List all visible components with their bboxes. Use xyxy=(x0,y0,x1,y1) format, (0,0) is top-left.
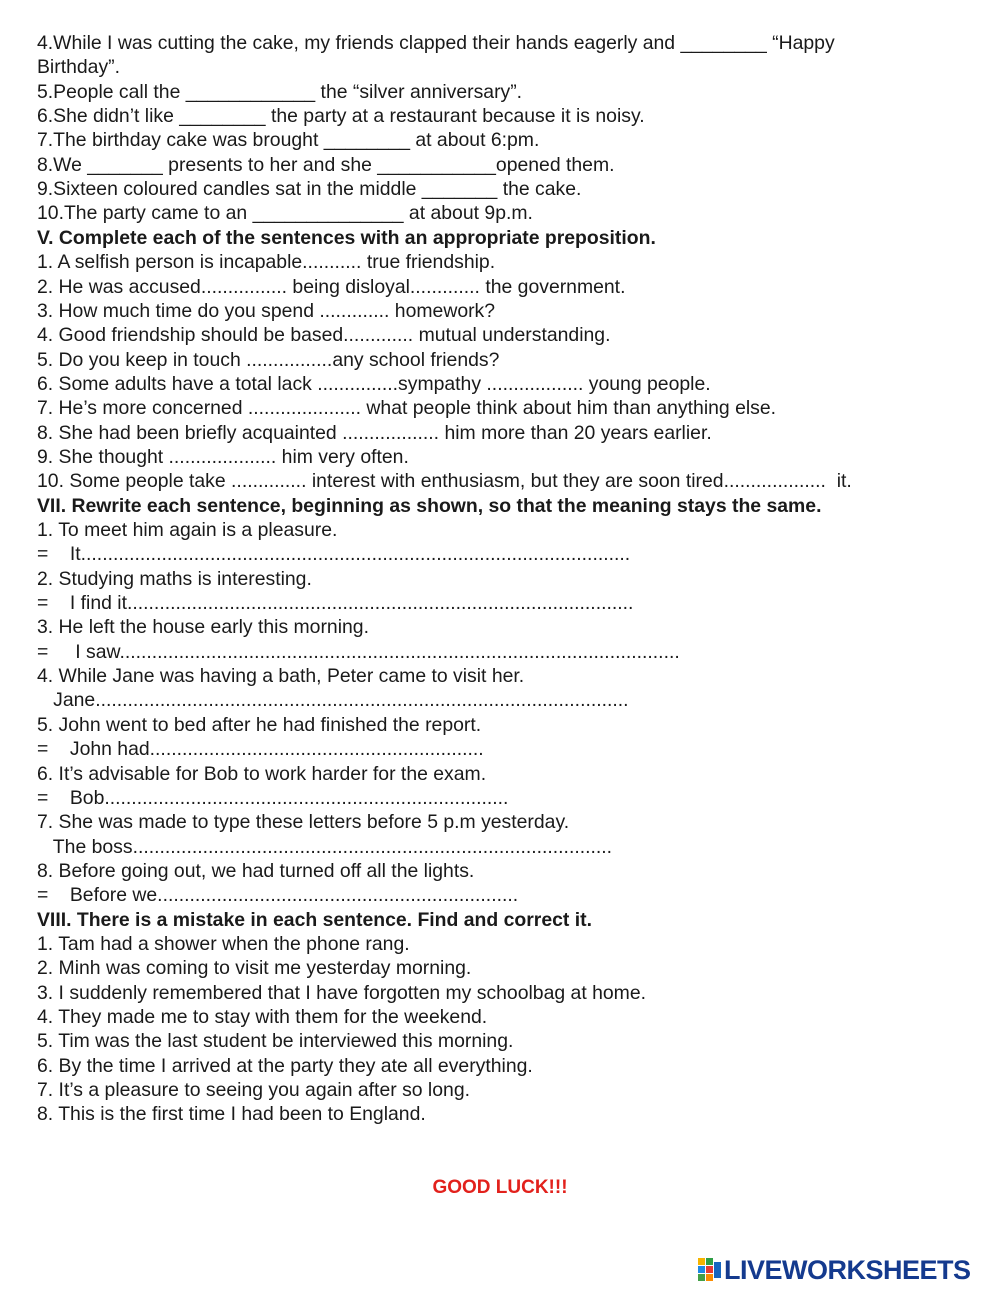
worksheet-line: = It...................................................................................................... xyxy=(37,543,631,566)
worksheet-line: 5. Tim was the last student be interviewed this morning. xyxy=(37,1030,514,1053)
worksheet-line: 5. John went to bed after he had finished the report. xyxy=(37,713,482,736)
worksheet-line: 2. Minh was coming to visit me yesterday morning. xyxy=(37,957,472,980)
worksheet-line: 1. A selfish person is incapable........... true friendship. xyxy=(37,251,496,274)
worksheet-line: 4. Good friendship should be based............. mutual understanding. xyxy=(37,324,611,347)
worksheet-line: = Bob........................................................................... xyxy=(37,786,509,809)
worksheet-line: 3. How much time do you spend ............. homework? xyxy=(37,299,496,322)
worksheet-line: 1. Tam had a shower when the phone rang. xyxy=(37,932,410,955)
worksheet-line: 6. It’s advisable for Bob to work harder for the exam. xyxy=(37,762,487,785)
worksheet-line: The boss......................................................................................... xyxy=(37,835,613,858)
worksheet-line: 2. Studying maths is interesting. xyxy=(37,567,312,590)
worksheet-line: 4. While Jane was having a bath, Peter came to visit her. xyxy=(37,665,525,688)
liveworksheets-logo[interactable] xyxy=(698,1256,971,1284)
logo-text: LIVEWORKSHEETS xyxy=(724,1254,971,1285)
worksheet-line: 3. He left the house early this morning. xyxy=(37,616,369,639)
worksheet-line: = Before we................................................................... xyxy=(37,884,519,907)
worksheet-line: 8. This is the first time I had been to England. xyxy=(37,1103,426,1126)
section-heading: VIII. There is a mistake in each sentence. Find and correct it. xyxy=(37,908,592,931)
worksheet-line: 7. It’s a pleasure to seeing you again after so long. xyxy=(37,1079,470,1102)
worksheet-line: 9.Sixteen coloured candles sat in the middle _______ the cake. xyxy=(37,178,582,201)
worksheet-line: 6. By the time I arrived at the party they ate all everything. xyxy=(37,1054,533,1077)
worksheet-line: 6.She didn’t like ________ the party at a restaurant because it is noisy. xyxy=(37,105,645,128)
worksheet-line: 9. She thought .................... him very often. xyxy=(37,445,409,468)
section-heading: VII. Rewrite each sentence, beginning as shown, so that the meaning stays the same. xyxy=(37,494,822,517)
worksheet-line: Birthday”. xyxy=(37,56,120,79)
worksheet-line: 8. She had been briefly acquainted .................. him more than 20 years earlier. xyxy=(37,421,712,444)
worksheet-line: 5. Do you keep in touch ................any school friends? xyxy=(37,348,500,371)
worksheet-line: 3. I suddenly remembered that I have forgotten my schoolbag at home. xyxy=(37,981,646,1004)
worksheet-line: 8.We _______ presents to her and she ___________opened them. xyxy=(37,153,615,176)
worksheet-line: 10. Some people take .............. interest with enthusiasm, but they are soon tired................... it. xyxy=(37,470,852,493)
worksheet-line: 7. She was made to type these letters before 5 p.m yesterday. xyxy=(37,811,570,834)
liveworksheets-logo-icon xyxy=(698,1258,722,1282)
worksheet-line: = John had.............................................................. xyxy=(37,738,484,761)
worksheet-line: Jane................................................................................................... xyxy=(37,689,629,712)
worksheet-line: 6. Some adults have a total lack ...............sympathy .................. young people. xyxy=(37,372,711,395)
worksheet-line: 4.While I was cutting the cake, my friends clapped their hands eagerly and ________ “Happy xyxy=(37,32,835,54)
worksheet-line: 2. He was accused................ being disloyal............. the government. xyxy=(37,275,626,298)
worksheet-line: 8. Before going out, we had turned off all the lights. xyxy=(37,859,475,882)
worksheet-line: = I saw........................................................................................................ xyxy=(37,640,680,663)
worksheet-line: 10.The party came to an ______________ at about 9p.m. xyxy=(37,202,533,225)
worksheet-line: 7. He’s more concerned ..................... what people think about him than anything else. xyxy=(37,397,777,420)
good-luck-text: GOOD LUCK!!! xyxy=(432,1177,568,1198)
worksheet-line: 5.People call the ____________ the “silver anniversary”. xyxy=(37,80,523,103)
worksheet-line: 1. To meet him again is a pleasure. xyxy=(37,519,338,541)
section-heading: V. Complete each of the sentences with an appropriate preposition. xyxy=(37,226,656,249)
worksheet-line: 4. They made me to stay with them for the weekend. xyxy=(37,1006,488,1028)
worksheet-line: 7.The birthday cake was brought ________ at about 6:pm. xyxy=(37,129,540,152)
worksheet-line: = I find it.............................................................................................. xyxy=(37,592,634,615)
